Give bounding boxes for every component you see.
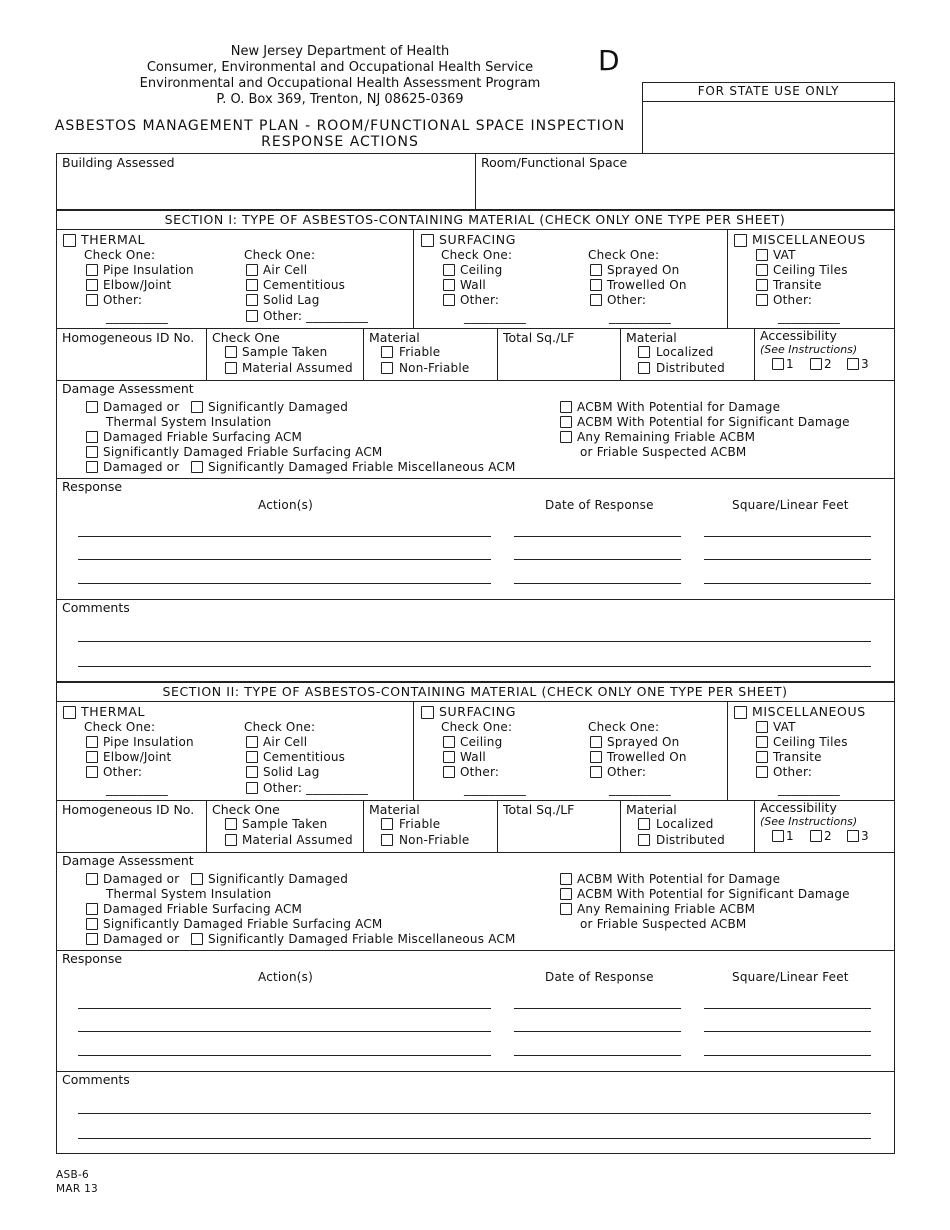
sqft-line[interactable] [704, 583, 871, 584]
distributed-label: Distributed [656, 833, 725, 847]
misc-damaged-label: Damaged or [103, 460, 180, 474]
extent-label: Material [626, 330, 677, 345]
thermal-damaged-checkbox[interactable] [86, 873, 98, 885]
comments-label: Comments [62, 600, 130, 615]
action-line[interactable] [78, 559, 491, 560]
solid-lag-label: Solid Lag [263, 293, 320, 307]
form-letter: D [598, 44, 620, 77]
wall-checkbox[interactable] [443, 751, 455, 763]
action-line[interactable] [78, 1055, 491, 1056]
thermal-other-label: Other: [103, 765, 143, 779]
date-line[interactable] [514, 559, 681, 560]
sprayed-on-label: Sprayed On [607, 263, 680, 277]
accessibility-1-checkbox[interactable] [772, 830, 784, 842]
non-friable-label: Non-Friable [399, 361, 470, 375]
ceiling-label: Ceiling [460, 735, 503, 749]
air-cell-checkbox[interactable] [246, 264, 258, 276]
homogeneous-id-field[interactable]: Homogeneous ID No. [62, 330, 195, 345]
date-line[interactable] [514, 1008, 681, 1009]
friable-label: Friable [399, 345, 441, 359]
vat-label: VAT [773, 248, 796, 262]
friability-label: Material [369, 330, 420, 345]
surfacing-other-b-checkbox[interactable] [590, 766, 602, 778]
date-response-header: Date of Response [545, 970, 654, 984]
accessibility-label: Accessibility [760, 800, 837, 815]
air-cell-checkbox[interactable] [246, 736, 258, 748]
elbow-joint-label: Elbow/Joint [103, 278, 172, 292]
comments-label: Comments [62, 1072, 130, 1087]
acbm-potential-sig-checkbox[interactable] [560, 416, 572, 428]
ceiling-tiles-checkbox[interactable] [756, 264, 768, 276]
agency-service: Consumer, Environmental and Occupational Health Service [146, 60, 534, 75]
sqft-line[interactable] [704, 536, 871, 537]
surfacing-check-one: Check One: [441, 720, 513, 734]
vat-label: VAT [773, 720, 796, 734]
wall-label: Wall [460, 278, 486, 292]
thermal-other-checkbox[interactable] [86, 766, 98, 778]
thermal-label: THERMAL [81, 704, 146, 719]
friable-suspected-label: or Friable Suspected ACBM [580, 445, 747, 459]
thermal-other-label: Other: [103, 293, 143, 307]
pipe-insulation-label: Pipe Insulation [103, 263, 194, 277]
accessibility-2-label: 2 [824, 829, 832, 843]
room-functional-space-field[interactable]: Room/Functional Space [481, 155, 628, 170]
thermal-other-b-checkbox[interactable] [246, 310, 258, 322]
material-assumed-checkbox[interactable] [225, 362, 237, 374]
homogeneous-id-field[interactable]: Homogeneous ID No. [62, 802, 195, 817]
misc-sig-damaged-checkbox[interactable] [191, 933, 203, 945]
sprayed-on-label: Sprayed On [607, 735, 680, 749]
action-line[interactable] [78, 1008, 491, 1009]
actions-header: Action(s) [258, 498, 313, 512]
response-label: Response [62, 479, 123, 494]
surfacing-other-blank[interactable]: __________ [464, 782, 526, 796]
misc-other-checkbox[interactable] [756, 766, 768, 778]
transite-label: Transite [773, 750, 822, 764]
surfacing-label: SURFACING [439, 704, 516, 719]
misc-damaged-label: Damaged or [103, 932, 180, 946]
misc-sig-damaged-label: Significantly Damaged Friable Miscellaneous ACM [208, 460, 516, 474]
sig-damaged-friable-surfacing-checkbox[interactable] [86, 446, 98, 458]
ceiling-label: Ceiling [460, 263, 503, 277]
trowelled-on-label: Trowelled On [607, 278, 687, 292]
any-remaining-checkbox[interactable] [560, 431, 572, 443]
transite-checkbox[interactable] [756, 751, 768, 763]
sqft-line[interactable] [704, 1008, 871, 1009]
accessibility-3-label: 3 [861, 357, 869, 371]
misc-other-label: Other: [773, 765, 813, 779]
section-1 [0, 210, 950, 682]
acbm-potential-label: ACBM With Potential for Damage [577, 400, 781, 414]
acbm-potential-sig-label: ACBM With Potential for Significant Damage [577, 887, 850, 901]
total-sq-lf-field[interactable]: Total Sq./LF [503, 330, 575, 345]
non-friable-checkbox[interactable] [381, 834, 393, 846]
accessibility-1-label: 1 [786, 357, 794, 371]
thermal-sig-damaged-checkbox[interactable] [191, 401, 203, 413]
form-subtitle: RESPONSE ACTIONS [261, 134, 419, 150]
surfacing-check-one: Check One: [441, 248, 513, 262]
damage-assessment-label: Damage Assessment [62, 381, 194, 396]
ceiling-tiles-label: Ceiling Tiles [773, 263, 848, 277]
surfacing-other-b-blank[interactable]: __________ [609, 782, 671, 796]
agency-program: Environmental and Occupational Health Assessment Program [139, 76, 541, 91]
agency-name: New Jersey Department of Health [230, 44, 450, 59]
thermal-system-insulation-label: Thermal System Insulation [106, 415, 272, 429]
trowelled-on-label: Trowelled On [607, 750, 687, 764]
accessibility-2-checkbox[interactable] [810, 830, 822, 842]
action-line[interactable] [78, 583, 491, 584]
misc-other-blank[interactable]: __________ [778, 782, 840, 796]
air-cell-label: Air Cell [263, 263, 308, 277]
sq-linear-header: Square/Linear Feet [732, 970, 849, 984]
sample-check-one-label: Check One [212, 802, 280, 817]
sig-damaged-friable-surfacing-label: Significantly Damaged Friable Surfacing ACM [103, 445, 383, 459]
friable-label: Friable [399, 817, 441, 831]
form-title: ASBESTOS MANAGEMENT PLAN - ROOM/FUNCTIONAL SPACE INSPECTION [54, 118, 626, 134]
ceiling-checkbox[interactable] [443, 736, 455, 748]
sig-damaged-friable-surfacing-checkbox[interactable] [86, 918, 98, 930]
thermal-sig-damaged-label: Significantly Damaged [208, 872, 349, 886]
surfacing-other-b-blank[interactable]: __________ [609, 310, 671, 324]
sqft-line[interactable] [704, 1055, 871, 1056]
surfacing-other-checkbox[interactable] [443, 766, 455, 778]
ceiling-checkbox[interactable] [443, 264, 455, 276]
pipe-insulation-label: Pipe Insulation [103, 735, 194, 749]
section-title: SECTION II: TYPE OF ASBESTOS-CONTAINING MATERIAL (CHECK ONLY ONE TYPE PER SHEET) [162, 684, 788, 699]
sample-taken-checkbox[interactable] [225, 346, 237, 358]
form-id: ASB-6 [56, 1169, 90, 1181]
surfacing-other-checkbox[interactable] [443, 294, 455, 306]
pipe-insulation-checkbox[interactable] [86, 736, 98, 748]
building-assessed-field[interactable]: Building Assessed [62, 155, 175, 170]
non-friable-checkbox[interactable] [381, 362, 393, 374]
accessibility-3-checkbox[interactable] [847, 830, 859, 842]
surfacing-check-one-b: Check One: [588, 248, 660, 262]
friable-checkbox[interactable] [381, 346, 393, 358]
cementitious-label: Cementitious [263, 278, 346, 292]
thermal-other-checkbox[interactable] [86, 294, 98, 306]
accessibility-3-label: 3 [861, 829, 869, 843]
accessibility-3-checkbox[interactable] [847, 358, 859, 370]
surfacing-other-b-checkbox[interactable] [590, 294, 602, 306]
sprayed-on-checkbox[interactable] [590, 264, 602, 276]
thermal-other-blank[interactable]: __________ [106, 782, 168, 796]
misc-checkbox[interactable] [734, 706, 747, 719]
actions-header: Action(s) [258, 970, 313, 984]
vat-checkbox[interactable] [756, 249, 768, 261]
date-line[interactable] [514, 536, 681, 537]
surfacing-other-b-label: Other: [607, 293, 647, 307]
thermal-damaged-label: Damaged or [103, 872, 180, 886]
misc-label: MISCELLANEOUS [752, 232, 866, 247]
thermal-damaged-checkbox[interactable] [86, 401, 98, 413]
extent-label: Material [626, 802, 677, 817]
agency-address: P. O. Box 369, Trenton, NJ 08625-0369 [216, 92, 464, 107]
date-response-header: Date of Response [545, 498, 654, 512]
damaged-friable-surfacing-checkbox[interactable] [86, 903, 98, 915]
transite-label: Transite [773, 278, 822, 292]
cementitious-checkbox[interactable] [246, 751, 258, 763]
any-remaining-label: Any Remaining Friable ACBM [577, 430, 756, 444]
see-instructions: (See Instructions) [760, 815, 858, 828]
accessibility-2-label: 2 [824, 357, 832, 371]
section-2 [0, 682, 950, 1154]
date-line[interactable] [514, 1031, 681, 1032]
sample-taken-checkbox[interactable] [225, 818, 237, 830]
action-line[interactable] [78, 1031, 491, 1032]
thermal-check-one: Check One: [84, 720, 156, 734]
surfacing-other-b-label: Other: [607, 765, 647, 779]
misc-label: MISCELLANEOUS [752, 704, 866, 719]
surfacing-check-one-b: Check One: [588, 720, 660, 734]
comments-line[interactable] [78, 641, 871, 642]
sig-damaged-friable-surfacing-label: Significantly Damaged Friable Surfacing ACM [103, 917, 383, 931]
misc-other-label: Other: [773, 293, 813, 307]
thermal-checkbox[interactable] [63, 234, 76, 247]
thermal-other-b-checkbox[interactable] [246, 782, 258, 794]
state-use-label: FOR STATE USE ONLY [697, 84, 840, 98]
comments-line[interactable] [78, 666, 871, 667]
surfacing-other-label: Other: [460, 765, 500, 779]
response-label: Response [62, 951, 123, 966]
acbm-potential-checkbox[interactable] [560, 873, 572, 885]
misc-damaged-checkbox[interactable] [86, 933, 98, 945]
comments-line[interactable] [78, 1138, 871, 1139]
thermal-other-b-label[interactable]: Other: __________ [263, 309, 369, 323]
elbow-joint-checkbox[interactable] [86, 279, 98, 291]
accessibility-label: Accessibility [760, 328, 837, 343]
surfacing-other-label: Other: [460, 293, 500, 307]
thermal-other-blank[interactable]: __________ [106, 310, 168, 324]
cementitious-checkbox[interactable] [246, 279, 258, 291]
thermal-check-one-b: Check One: [244, 248, 316, 262]
wall-label: Wall [460, 750, 486, 764]
solid-lag-label: Solid Lag [263, 765, 320, 779]
localized-label: Localized [656, 345, 714, 359]
accessibility-1-label: 1 [786, 829, 794, 843]
damaged-friable-surfacing-label: Damaged Friable Surfacing ACM [103, 430, 303, 444]
thermal-sig-damaged-label: Significantly Damaged [208, 400, 349, 414]
thermal-check-one: Check One: [84, 248, 156, 262]
accessibility-2-checkbox[interactable] [810, 358, 822, 370]
acbm-potential-checkbox[interactable] [560, 401, 572, 413]
trowelled-on-checkbox[interactable] [590, 751, 602, 763]
cementitious-label: Cementitious [263, 750, 346, 764]
see-instructions: (See Instructions) [760, 343, 858, 356]
surfacing-label: SURFACING [439, 232, 516, 247]
date-line[interactable] [514, 583, 681, 584]
misc-damaged-checkbox[interactable] [86, 461, 98, 473]
distributed-checkbox[interactable] [638, 834, 650, 846]
damage-assessment-label: Damage Assessment [62, 853, 194, 868]
any-remaining-checkbox[interactable] [560, 903, 572, 915]
comments-line[interactable] [78, 1113, 871, 1114]
misc-sig-damaged-label: Significantly Damaged Friable Miscellaneous ACM [208, 932, 516, 946]
friable-suspected-label: or Friable Suspected ACBM [580, 917, 747, 931]
surfacing-checkbox[interactable] [421, 706, 434, 719]
form-date: MAR 13 [56, 1183, 99, 1195]
damaged-friable-surfacing-checkbox[interactable] [86, 431, 98, 443]
elbow-joint-checkbox[interactable] [86, 751, 98, 763]
non-friable-label: Non-Friable [399, 833, 470, 847]
ceiling-tiles-label: Ceiling Tiles [773, 735, 848, 749]
sample-check-one-label: Check One [212, 330, 280, 345]
material-assumed-label: Material Assumed [242, 361, 353, 375]
damaged-friable-surfacing-label: Damaged Friable Surfacing ACM [103, 902, 303, 916]
action-line[interactable] [78, 536, 491, 537]
localized-checkbox[interactable] [638, 346, 650, 358]
distributed-label: Distributed [656, 361, 725, 375]
sqft-line[interactable] [704, 1031, 871, 1032]
pipe-insulation-checkbox[interactable] [86, 264, 98, 276]
friable-checkbox[interactable] [381, 818, 393, 830]
distributed-checkbox[interactable] [638, 362, 650, 374]
acbm-potential-label: ACBM With Potential for Damage [577, 872, 781, 886]
wall-checkbox[interactable] [443, 279, 455, 291]
thermal-check-one-b: Check One: [244, 720, 316, 734]
vat-checkbox[interactable] [756, 721, 768, 733]
acbm-potential-sig-checkbox[interactable] [560, 888, 572, 900]
solid-lag-checkbox[interactable] [246, 766, 258, 778]
ceiling-tiles-checkbox[interactable] [756, 736, 768, 748]
thermal-checkbox[interactable] [63, 706, 76, 719]
sq-linear-header: Square/Linear Feet [732, 498, 849, 512]
surfacing-other-blank[interactable]: __________ [464, 310, 526, 324]
surfacing-checkbox[interactable] [421, 234, 434, 247]
localized-label: Localized [656, 817, 714, 831]
friability-label: Material [369, 802, 420, 817]
date-line[interactable] [514, 1055, 681, 1056]
thermal-damaged-label: Damaged or [103, 400, 180, 414]
material-assumed-label: Material Assumed [242, 833, 353, 847]
total-sq-lf-field[interactable]: Total Sq./LF [503, 802, 575, 817]
solid-lag-checkbox[interactable] [246, 294, 258, 306]
thermal-system-insulation-label: Thermal System Insulation [106, 887, 272, 901]
localized-checkbox[interactable] [638, 818, 650, 830]
section-title: SECTION I: TYPE OF ASBESTOS-CONTAINING MATERIAL (CHECK ONLY ONE TYPE PER SHEET) [164, 212, 786, 227]
sample-taken-label: Sample Taken [242, 817, 328, 831]
trowelled-on-checkbox[interactable] [590, 279, 602, 291]
sqft-line[interactable] [704, 559, 871, 560]
acbm-potential-sig-label: ACBM With Potential for Significant Damage [577, 415, 850, 429]
misc-checkbox[interactable] [734, 234, 747, 247]
accessibility-1-checkbox[interactable] [772, 358, 784, 370]
misc-other-checkbox[interactable] [756, 294, 768, 306]
sprayed-on-checkbox[interactable] [590, 736, 602, 748]
thermal-label: THERMAL [81, 232, 146, 247]
material-assumed-checkbox[interactable] [225, 834, 237, 846]
sample-taken-label: Sample Taken [242, 345, 328, 359]
any-remaining-label: Any Remaining Friable ACBM [577, 902, 756, 916]
transite-checkbox[interactable] [756, 279, 768, 291]
air-cell-label: Air Cell [263, 735, 308, 749]
misc-sig-damaged-checkbox[interactable] [191, 461, 203, 473]
thermal-other-b-label[interactable]: Other: __________ [263, 781, 369, 795]
elbow-joint-label: Elbow/Joint [103, 750, 172, 764]
misc-other-blank[interactable]: __________ [778, 310, 840, 324]
thermal-sig-damaged-checkbox[interactable] [191, 873, 203, 885]
